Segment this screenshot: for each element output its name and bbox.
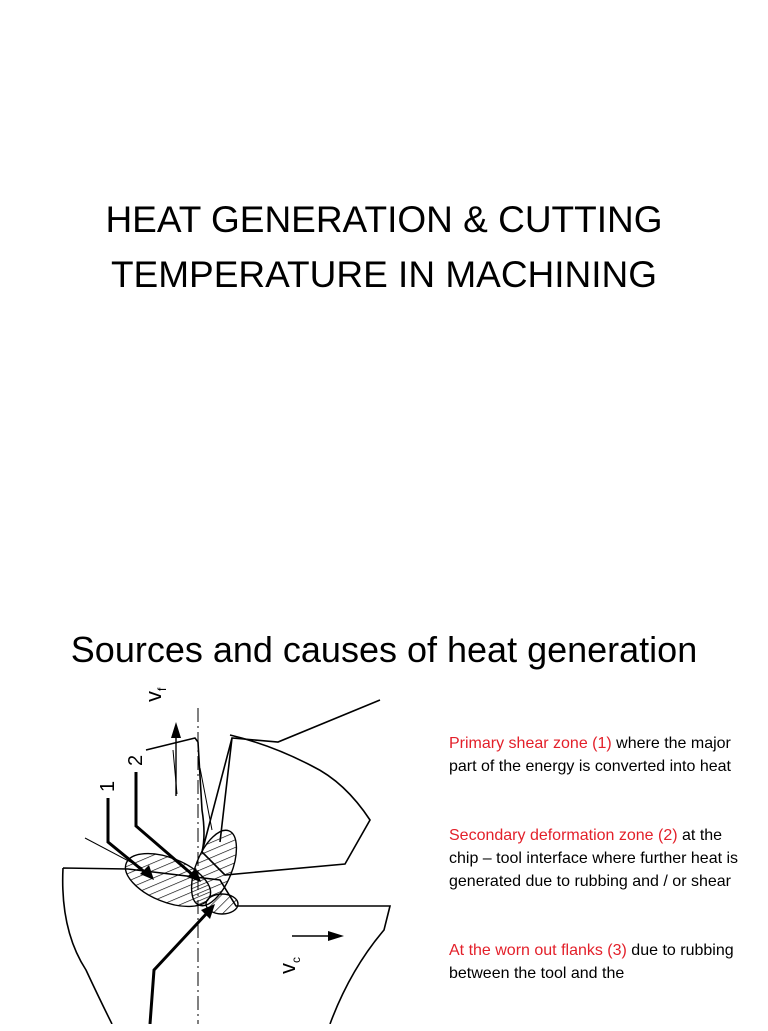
cutting-zone-diagram xyxy=(50,670,410,1024)
feed-velocity-symbol: v xyxy=(141,691,166,702)
slide-title-line-1: HEAT GENERATION & CUTTING xyxy=(105,199,663,240)
zone-3-arrow xyxy=(150,912,208,1024)
chip-outline xyxy=(146,735,370,875)
zone-2-label: 2 xyxy=(125,754,147,766)
section-heading: Sources and causes of heat generation xyxy=(70,629,698,670)
note-secondary-deformation-zone xyxy=(449,824,749,893)
zone-1-label: 1 xyxy=(97,780,119,792)
chip-fold-line xyxy=(173,750,212,830)
slide-title xyxy=(40,192,728,302)
note-primary-shear-zone xyxy=(449,732,749,778)
note-1-text: where the major part of the energy is converted into heat xyxy=(449,735,731,775)
heat-source-notes xyxy=(449,732,749,1031)
tool-outline xyxy=(202,700,380,852)
slide-title-line-2: TEMPERATURE IN MACHINING xyxy=(110,254,658,295)
note-worn-out-flanks xyxy=(449,939,749,985)
cutting-velocity-arrowhead xyxy=(328,931,344,941)
feed-velocity-subscript: f xyxy=(155,687,169,691)
cutting-velocity-label xyxy=(275,957,303,974)
note-2-text: at the chip – tool interface where further heat is generated due to rubbing and / or shear xyxy=(449,827,739,890)
feed-velocity-arrowhead xyxy=(171,722,181,738)
note-1-highlight: Primary shear zone (1) xyxy=(449,735,612,752)
note-2-highlight: Secondary deformation zone (2) xyxy=(449,827,678,844)
note-3-highlight: At the worn out flanks (3) xyxy=(449,942,627,959)
feed-velocity-label xyxy=(141,687,169,702)
workpiece-outline xyxy=(63,868,390,1024)
cutting-velocity-subscript: c xyxy=(289,957,303,963)
note-3-text: due to rubbing between the tool and the xyxy=(449,942,734,982)
cutting-velocity-symbol: v xyxy=(275,963,300,974)
